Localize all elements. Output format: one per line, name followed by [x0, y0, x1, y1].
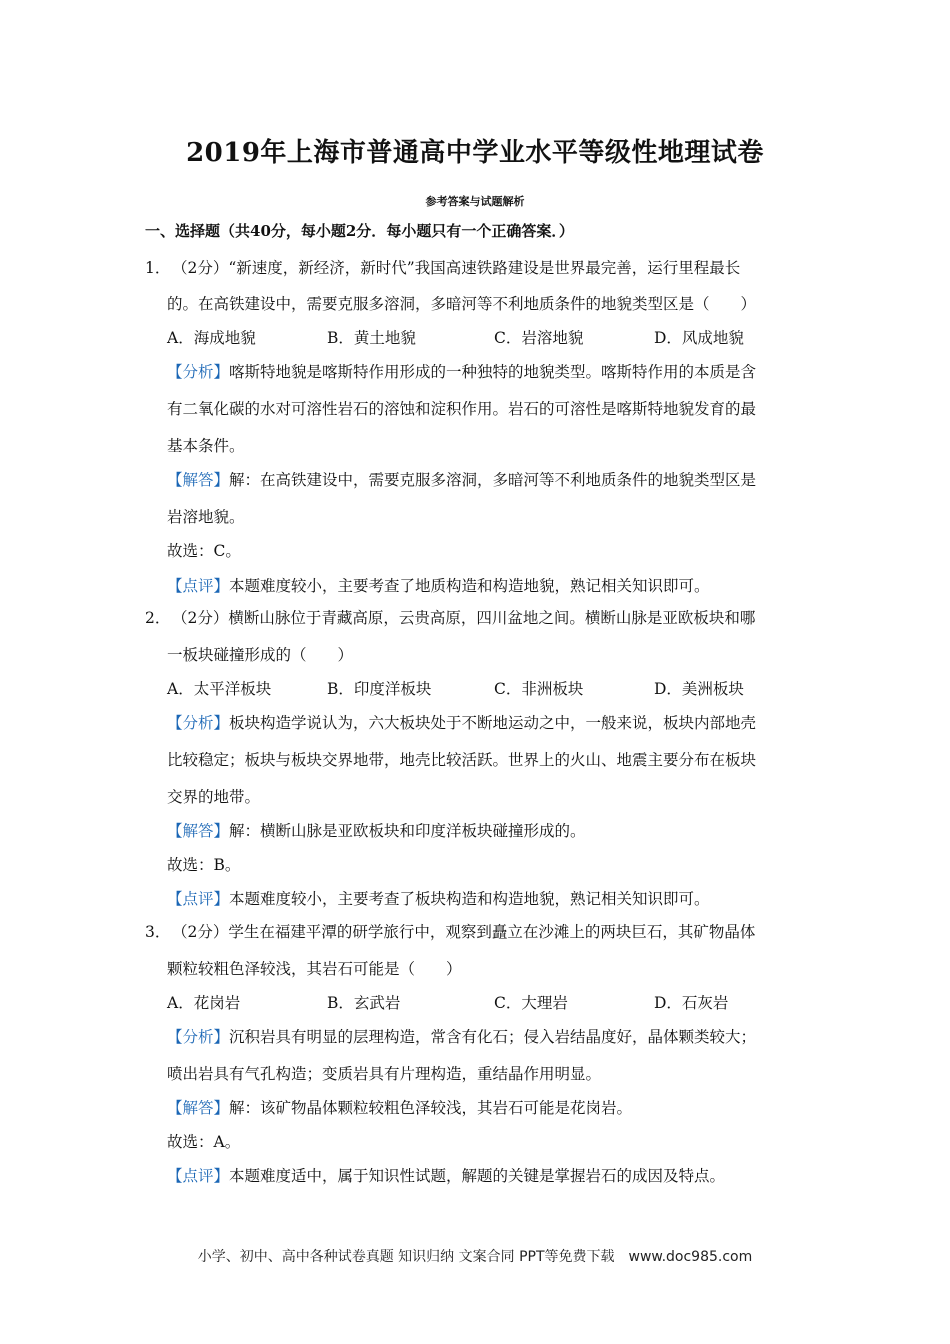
question-2-number: 2．	[145, 609, 171, 627]
question-1-analysis	[167, 362, 756, 382]
analysis-text: 沉积岩具有明显的层理构造，常含有化石；侵入岩结晶度好，晶体颗类较大；	[229, 1028, 757, 1046]
analysis-tag: 【分析】	[167, 1028, 230, 1046]
question-1-stem-line: 的。在高铁建设中，需要克服多溶洞，多暗河等不利地质条件的地貌类型区是（ ）	[167, 295, 757, 313]
question-1-answer	[167, 470, 756, 490]
question-2-option-b: B．印度洋板块	[327, 680, 432, 698]
question-1-option-c: C．岩溶地貌	[494, 329, 584, 347]
question-2-choice: 故选：B。	[167, 856, 241, 874]
answer-text: 解：在高铁建设中，需要克服多溶洞，多暗河等不利地质条件的地貌类型区是	[229, 471, 757, 489]
question-3-answer	[167, 1098, 632, 1118]
analysis-tag: 【分析】	[167, 363, 230, 381]
question-3-number: 3．	[145, 923, 171, 941]
comment-text: 本题难度较小，主要考查了地质构造和构造地貌，熟记相关知识即可。	[229, 577, 710, 595]
question-1-number: 1．	[145, 259, 171, 277]
answer-tag: 【解答】	[167, 471, 230, 489]
question-3-comment	[167, 1166, 725, 1186]
question-1-option-a: A．海成地貌	[167, 329, 256, 347]
question-1-option-d: D．风成地貌	[654, 329, 744, 347]
question-2-stem-line: （2分）横断山脉位于青藏高原，云贵高原，四川盆地之间。横断山脉是亚欧板块和哪	[172, 609, 756, 627]
analysis-text: 喀斯特地貌是喀斯特作用形成的一种独特的地貌类型。喀斯特作用的本质是含	[229, 363, 757, 381]
question-2-stem-line: 一板块碰撞形成的（ ）	[167, 646, 354, 664]
comment-tag: 【点评】	[167, 577, 230, 595]
question-3-stem-line: 颗粒较粗色泽较浅，其岩石可能是（ ）	[167, 960, 462, 978]
question-3-choice: 故选：A。	[167, 1133, 241, 1151]
answer-tag: 【解答】	[167, 1099, 230, 1117]
question-2-answer	[167, 821, 586, 841]
question-3-analysis	[167, 1027, 756, 1047]
question-2-option-a: A．太平洋板块	[167, 680, 272, 698]
question-3-option-b: B．玄武岩	[327, 994, 401, 1012]
question-1-option-b: B．黄土地貌	[327, 329, 416, 347]
question-2-analysis-line: 交界的地带。	[167, 788, 261, 806]
comment-text: 本题难度较小，主要考查了板块构造和构造地貌，熟记相关知识即可。	[229, 890, 710, 908]
answer-tag: 【解答】	[167, 822, 230, 840]
page-title: 2019年上海市普通高中学业水平等级性地理试卷	[186, 138, 764, 168]
comment-text: 本题难度适中，属于知识性试题，解题的关键是掌握岩石的成因及特点。	[229, 1167, 726, 1185]
page-footer: 小学、初中、高中各种试卷真题 知识归纳 文案合同 PPT等免费下载 www.doc985.com	[197, 1249, 753, 1265]
answer-text: 解：横断山脉是亚欧板块和印度洋板块碰撞形成的。	[229, 822, 586, 840]
page-subtitle: 参考答案与试题解析	[425, 195, 525, 208]
question-2-option-d: D．美洲板块	[654, 680, 744, 698]
comment-tag: 【点评】	[167, 1167, 230, 1185]
question-1-comment	[167, 576, 710, 596]
question-2-analysis	[167, 713, 756, 733]
question-1-analysis-line: 基本条件。	[167, 437, 245, 455]
question-1-analysis-line: 有二氧化碳的水对可溶性岩石的溶蚀和淀积作用。岩石的可溶性是喀斯特地貌发育的最	[167, 400, 757, 418]
question-2-comment	[167, 889, 710, 909]
question-1-answer-line: 岩溶地貌。	[167, 508, 245, 526]
question-1-stem-line: （2分）“新速度，新经济，新时代”我国高速铁路建设是世界最完善，运行里程最长	[172, 259, 741, 277]
question-3-option-d: D．石灰岩	[654, 994, 729, 1012]
question-3-option-c: C．大理岩	[494, 994, 568, 1012]
question-3-stem-line: （2分）学生在福建平潭的研学旅行中，观察到矗立在沙滩上的两块巨石，其矿物晶体	[172, 923, 756, 941]
question-3-analysis-line: 喷出岩具有气孔构造；变质岩具有片理构造，重结晶作用明显。	[167, 1065, 602, 1083]
question-3-option-a: A．花岗岩	[167, 994, 241, 1012]
question-2-analysis-line: 比较稳定；板块与板块交界地带，地壳比较活跃。世界上的火山、地震主要分布在板块	[167, 751, 757, 769]
comment-tag: 【点评】	[167, 890, 230, 908]
answer-text: 解：该矿物晶体颗粒较粗色泽较浅，其岩石可能是花岗岩。	[229, 1099, 633, 1117]
analysis-text: 板块构造学说认为，六大板块处于不断地运动之中，一般来说，板块内部地壳	[229, 714, 757, 732]
analysis-tag: 【分析】	[167, 714, 230, 732]
section-heading: 一、选择题（共40分，每小题2分．每小题只有一个正确答案．）	[145, 222, 574, 240]
question-2-option-c: C．非洲板块	[494, 680, 584, 698]
question-1-choice: 故选：C。	[167, 542, 241, 560]
